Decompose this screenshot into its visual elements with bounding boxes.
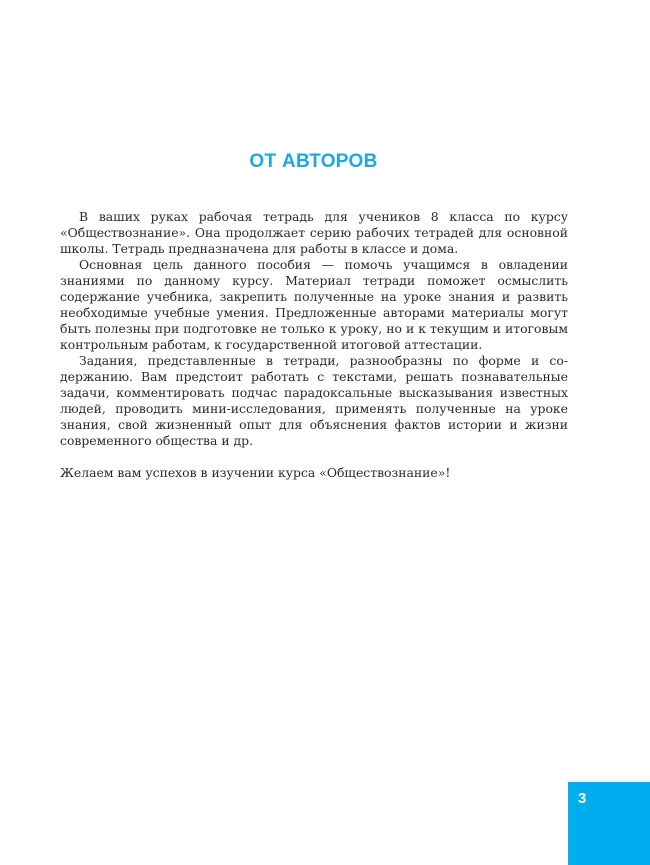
page-number: 3 [578, 790, 587, 807]
authors-foreword [60, 209, 568, 481]
paragraph-goal: Основная цель данного пособия — помочь учащимся в овладении знаниями по данному курсу. Материал тетради поможет осмыслить содержание учебника, закрепить полученные на уроке знания и развить необходимые учебные умения. Предложенные авторами материалы могут быть полезны при подготовке не только к уроку, но и к текущим и итоговым контрольным работам, к государственной итоговой аттестации. [60, 257, 568, 352]
paragraph-intro: В ваших руках рабочая тетрадь для учеников 8 класса по курсу «Обществознание». Она продолжает серию рабочих тетрадей для основной школы. Тетрадь предназначена для работы в классе и дома. [60, 209, 568, 256]
closing-wish: Желаем вам успехов в изучении курса «Обществознание»! [60, 465, 451, 480]
page-title: ОТ АВТОРОВ [249, 151, 378, 172]
page-number-tab [568, 782, 650, 865]
paragraph-tasks: Задания, представленные в тетради, разнообразны по форме и содержанию. Вам предстоит работать с текстами, решать познавательные задачи, комментировать подчас парадоксальные высказывания известных людей, проводить мини-исследования, применять полученные на уроке знания, свой жизненный опыт для объяснения фактов истории и жизни современного общества и др. [60, 353, 568, 448]
